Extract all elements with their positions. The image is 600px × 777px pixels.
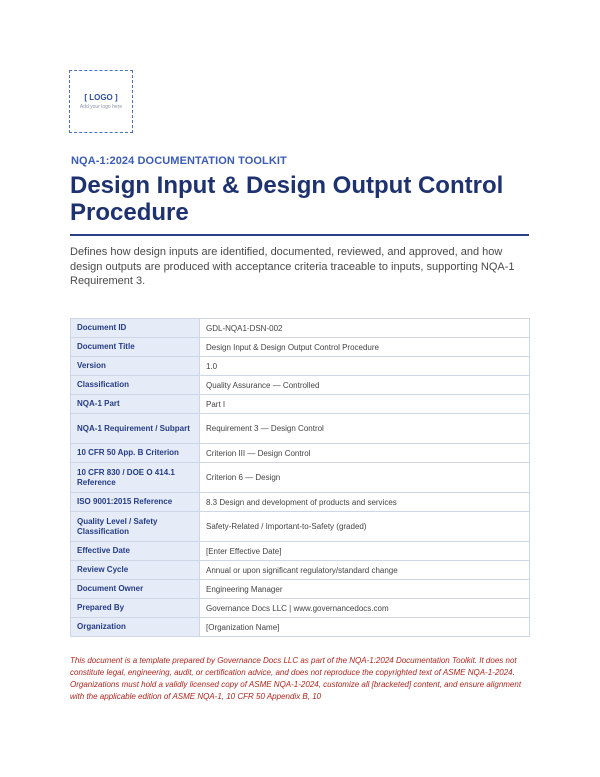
row-value: Design Input & Design Output Control Procedure: [200, 338, 530, 357]
table-row: [71, 542, 530, 561]
logo-placeholder: [69, 70, 133, 133]
logo-title: [ LOGO ]: [84, 92, 118, 102]
row-value: GDL-NQA1-DSN-002: [200, 319, 530, 338]
row-label: Quality Level / Safety Classification: [71, 512, 200, 542]
row-value: Quality Assurance — Controlled: [200, 376, 530, 395]
row-label: Organization: [71, 618, 200, 637]
table-row: [71, 357, 530, 376]
row-value: Requirement 3 — Design Control: [200, 414, 530, 444]
row-label: Document Title: [71, 338, 200, 357]
document-description: Defines how design inputs are identified, documented, reviewed, and approved, and how design outputs are produced with acceptance criteria traceable to inputs, supporting NQA-1 Requirement 3.: [70, 246, 515, 287]
row-label: NQA-1 Requirement / Subpart: [71, 414, 200, 444]
toolkit-eyebrow: NQA-1:2024 DOCUMENTATION TOOLKIT: [71, 155, 287, 167]
row-value: Criterion 6 — Design: [200, 463, 530, 493]
table-row: [71, 512, 530, 542]
row-label: Document ID: [71, 319, 200, 338]
row-label: 10 CFR 830 / DOE O 414.1 Reference: [71, 463, 200, 493]
row-label: ISO 9001:2015 Reference: [71, 493, 200, 512]
row-value: Safety-Related / Important-to-Safety (graded): [200, 512, 530, 542]
logo-subtitle: Add your logo here: [79, 103, 123, 110]
template-disclaimer: This document is a template prepared by Governance Docs LLC as part of the NQA-1:2024 Documentation Toolkit. It does not constitute legal, engineering, audit, or certification advice, and does not reproduce the copyrighted text of ASME NQA-1-2024. Organizations must hold a validly licensed copy of ASME NQA-1-2024, customize all [bracketed] content, and ensure alignment with the applicable edition of ASME NQA-1, 10 CFR 50 Appendix B, 10: [70, 656, 522, 701]
row-value: 8.3 Design and development of products and services: [200, 493, 530, 512]
row-label: Document Owner: [71, 580, 200, 599]
table-row: [71, 561, 530, 580]
table-row: [71, 618, 530, 637]
row-value: Annual or upon significant regulatory/standard change: [200, 561, 530, 580]
row-value: [Organization Name]: [200, 618, 530, 637]
row-label: NQA-1 Part: [71, 395, 200, 414]
row-label: Effective Date: [71, 542, 200, 561]
document-metadata-table: [70, 318, 530, 637]
row-value: Engineering Manager: [200, 580, 530, 599]
row-value: Criterion III — Design Control: [200, 444, 530, 463]
row-value: [Enter Effective Date]: [200, 542, 530, 561]
table-row: [71, 580, 530, 599]
table-row: [71, 414, 530, 444]
row-value: 1.0: [200, 357, 530, 376]
row-label: Review Cycle: [71, 561, 200, 580]
table-row: [71, 338, 530, 357]
table-row: [71, 319, 530, 338]
title-divider: [70, 234, 529, 236]
row-value: Part I: [200, 395, 530, 414]
row-label: Classification: [71, 376, 200, 395]
table-row: [71, 376, 530, 395]
table-row: [71, 493, 530, 512]
table-row: [71, 599, 530, 618]
table-row: [71, 444, 530, 463]
row-label: Prepared By: [71, 599, 200, 618]
table-row: [71, 463, 530, 493]
page-title: Design Input & Design Output Control Procedure: [70, 172, 504, 226]
table-row: [71, 395, 530, 414]
row-value: Governance Docs LLC | www.governancedocs.com: [200, 599, 530, 618]
row-label: Version: [71, 357, 200, 376]
row-label: 10 CFR 50 App. B Criterion: [71, 444, 200, 463]
